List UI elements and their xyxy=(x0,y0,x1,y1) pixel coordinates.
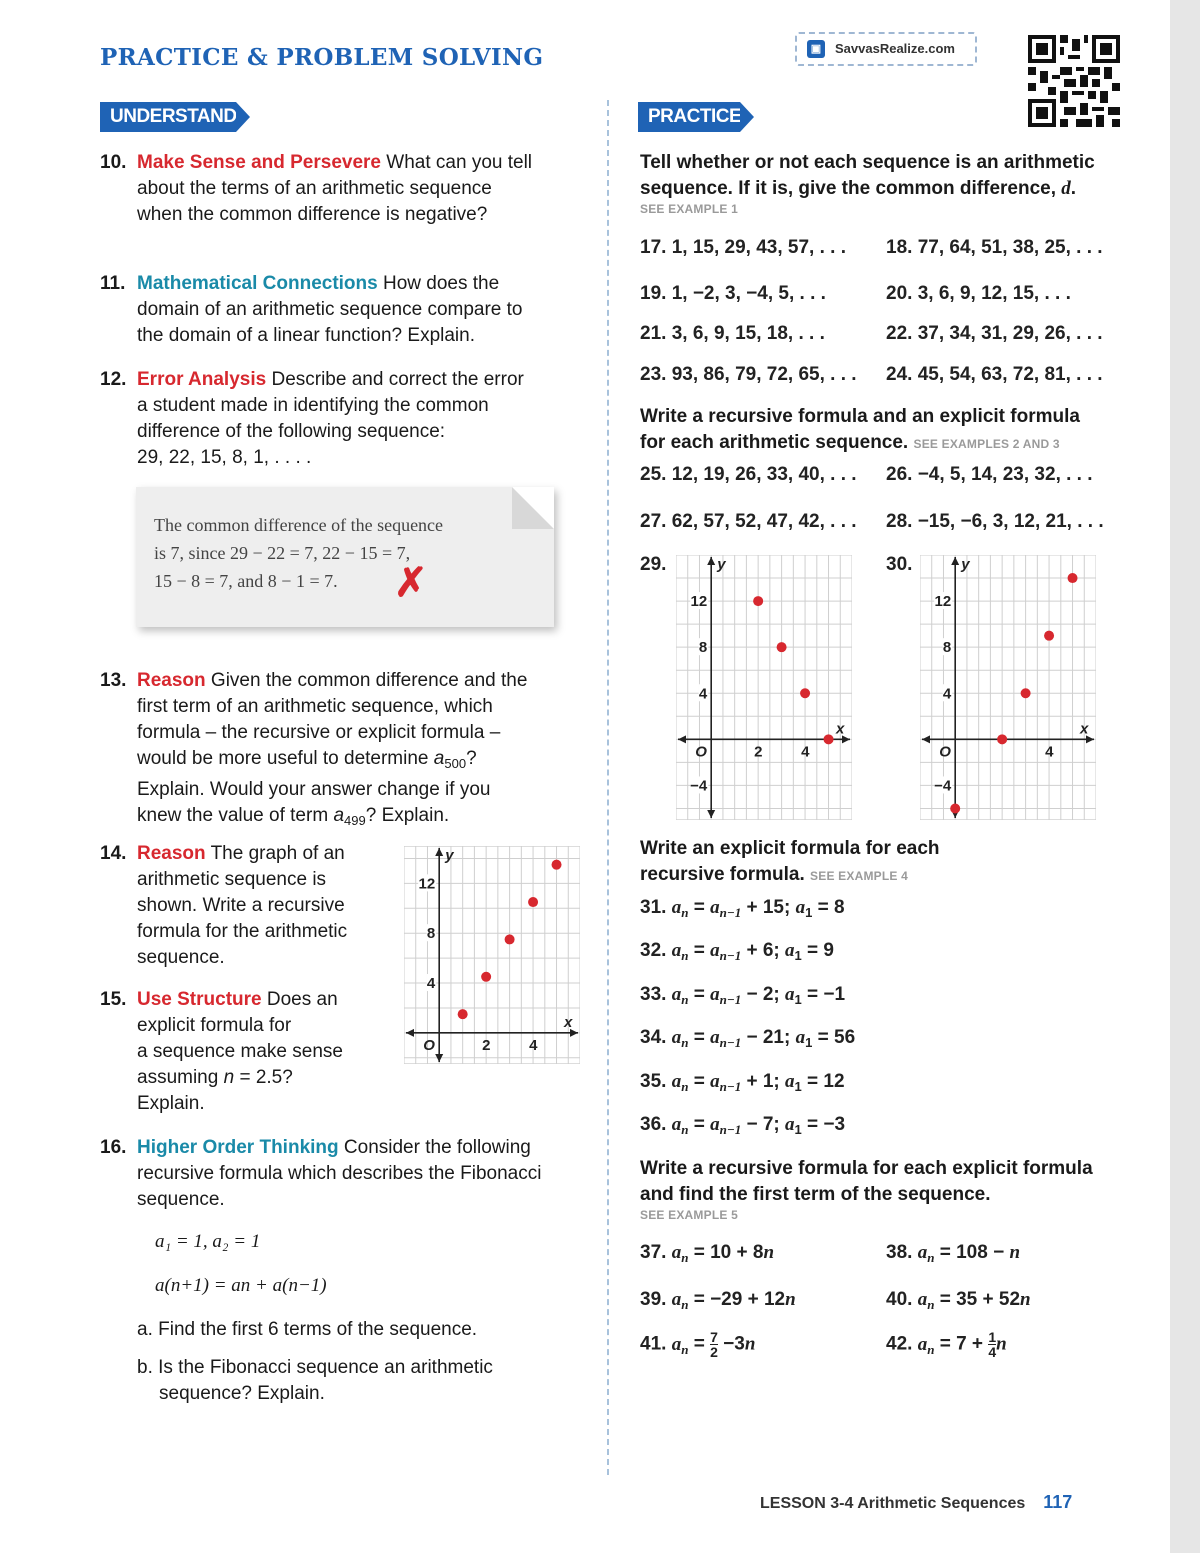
item-number: 24. xyxy=(886,364,913,385)
item-number: 39. xyxy=(640,1289,667,1310)
question-text: knew the value of term xyxy=(137,805,334,826)
y-tick-label: 8 xyxy=(942,639,952,657)
question-text: when the common difference is negative? xyxy=(137,204,488,225)
formula-lhs: $a_n$ xyxy=(671,1242,689,1265)
instruction-text: sequence. If it is, give the common difference, xyxy=(640,178,1062,199)
variable: n xyxy=(996,1333,1007,1355)
instruction-text: and find the first term of the sequence. xyxy=(640,1184,991,1205)
data-point xyxy=(481,972,491,982)
formula-recursive: a(n+1) = an + a(n−1) xyxy=(155,1275,327,1296)
item-text: 1, 15, 29, 43, 57, . . . xyxy=(671,237,846,258)
question-text: Explain. Would your answer change if you xyxy=(137,779,491,800)
note-line: 15 − 8 = 7, and 8 − 1 = 7. xyxy=(154,571,338,591)
initial-term: $a_1$ xyxy=(795,897,813,920)
initial-term: $a_1$ xyxy=(785,940,802,963)
question-29-number: 29. xyxy=(640,554,667,575)
question-text: a student made in identifying the common xyxy=(137,395,489,416)
equation-text: −3 xyxy=(717,1333,745,1355)
question-text: first term of an arithmetic sequence, which xyxy=(137,696,493,717)
list-item xyxy=(640,281,826,307)
instruction-text: Tell whether or not each sequence is an arithmetic xyxy=(640,152,1095,173)
question-tag: Error Analysis xyxy=(137,369,267,390)
question-text: a sequence make sense xyxy=(137,1041,343,1062)
y-axis-label: y xyxy=(961,556,970,573)
item-number: 25. xyxy=(640,464,667,485)
question-text: the domain of a linear function? Explain. xyxy=(137,325,475,346)
data-point xyxy=(800,688,810,698)
graph-question-14 xyxy=(404,846,580,1064)
equation-text: = xyxy=(688,1333,711,1355)
variable: n xyxy=(785,1289,796,1310)
question-42: 42. $a_n = 7$ + $\frac{1}{4}$ n xyxy=(886,1329,1007,1360)
question-tag: Reason xyxy=(137,843,206,864)
list-item xyxy=(640,362,857,388)
formula-rhs: = −29 + 12 xyxy=(688,1289,786,1310)
part-a: a. Find the first 6 terms of the sequence. xyxy=(137,1319,478,1340)
question-text: Consider the following xyxy=(343,1137,531,1158)
formula-rest: − 21; xyxy=(741,1027,796,1048)
graph-question-29 xyxy=(676,555,852,820)
numerator: 7 xyxy=(710,1329,718,1345)
y-tick-label: −4 xyxy=(934,777,952,795)
data-point xyxy=(777,642,787,652)
question-text: Does an xyxy=(266,989,338,1010)
item-text: −4, 5, 14, 23, 32, . . . xyxy=(917,464,1093,485)
part-b-continued: sequence? Explain. xyxy=(159,1383,325,1404)
formula-lhs: $a_n$ xyxy=(671,1289,689,1312)
question-number: 11. xyxy=(100,273,126,294)
formula-lhs: $a_n$ xyxy=(917,1242,935,1265)
question-text: shown. Write a recursive xyxy=(137,895,345,916)
y-tick-label: 4 xyxy=(698,685,708,703)
question-13 xyxy=(100,668,580,828)
y-tick-label: −4 xyxy=(690,777,708,795)
subscript: 499 xyxy=(344,813,366,828)
data-point xyxy=(528,897,538,907)
question-number: 10. xyxy=(100,152,127,173)
item-number: 28. xyxy=(886,511,913,532)
instructions-3 xyxy=(640,836,1130,889)
see-example-link[interactable]: SEE EXAMPLES 2 AND 3 xyxy=(913,437,1060,451)
variable: d xyxy=(1061,178,1071,199)
formula-lhs: $a_n = a_{n-1}$ xyxy=(671,984,742,1007)
section-practice-tag: PRACTICE xyxy=(638,102,740,132)
question-text: Given the common difference and the xyxy=(210,670,528,691)
question-text: sequence. xyxy=(137,947,225,968)
question-text: explicit formula for xyxy=(137,1015,292,1036)
question-10 xyxy=(100,150,580,230)
item-number: 20. xyxy=(886,283,913,304)
page-footer: LESSON 3-4 Arithmetic Sequences 117 xyxy=(760,1492,1073,1512)
question-tag: Use Structure xyxy=(137,989,262,1010)
item-number: 31. xyxy=(640,897,667,918)
instruction-text: for each arithmetic sequence. xyxy=(640,432,909,453)
qr-code-icon[interactable] xyxy=(1028,35,1120,127)
question-41: 41. $a_n$ = $\frac{7}{2}$ −3n xyxy=(640,1329,756,1360)
question-text: 29, 22, 15, 8, 1, . . . . xyxy=(137,447,312,468)
list-item xyxy=(640,462,857,488)
see-example-link[interactable]: SEE EXAMPLE 4 xyxy=(810,869,908,883)
initial-value: = 9 xyxy=(801,940,834,961)
x-axis-label: x xyxy=(1080,720,1089,738)
formula-lhs: $a_n = a_{n-1}$ xyxy=(671,1027,742,1050)
x-tick-label: 4 xyxy=(529,1036,538,1054)
y-tick-label: 4 xyxy=(426,975,436,993)
item-number: 36. xyxy=(640,1114,667,1135)
formula-lhs: $a_n = a_{n-1}$ xyxy=(671,1071,742,1094)
note-line: is 7, since 29 − 22 = 7, 22 − 15 = 7, xyxy=(154,543,411,563)
list-item xyxy=(640,938,834,969)
instructions-2 xyxy=(640,404,1130,457)
see-example-link[interactable]: SEE EXAMPLE 1 xyxy=(640,202,738,216)
list-item xyxy=(640,509,857,535)
origin-label: O xyxy=(423,1036,435,1054)
x-axis-label: x xyxy=(564,1013,573,1031)
item-number: 21. xyxy=(640,323,667,344)
initial-value: = −1 xyxy=(801,984,846,1005)
list-item xyxy=(640,1025,855,1056)
question-text: domain of an arithmetic sequence compare to xyxy=(137,299,523,320)
y-tick-label: 12 xyxy=(690,593,708,611)
x-mark-icon: ✗ xyxy=(394,561,428,605)
item-number: 18. xyxy=(886,237,913,258)
question-text: formula for the arithmetic xyxy=(137,921,348,942)
instruction-text: . xyxy=(1070,178,1077,199)
item-text: 45, 54, 63, 72, 81, . . . xyxy=(917,364,1103,385)
formula-rest: − 7; xyxy=(741,1114,786,1135)
question-text: about the terms of an arithmetic sequence xyxy=(137,178,492,199)
instruction-text: recursive formula. xyxy=(640,864,805,885)
question-text: How does the xyxy=(383,273,500,294)
data-point xyxy=(950,803,960,813)
initial-value: = 12 xyxy=(801,1071,845,1092)
note-line: The common difference of the sequence xyxy=(154,515,444,535)
list-item xyxy=(886,281,1071,307)
fraction xyxy=(988,1330,996,1359)
formula-rhs: = 108 − xyxy=(934,1242,1010,1263)
data-point xyxy=(824,734,834,744)
y-tick-label: 8 xyxy=(426,925,436,943)
instructions-1 xyxy=(640,150,1130,216)
instructions-4 xyxy=(640,1156,1130,1222)
data-point xyxy=(1044,631,1054,641)
list-item xyxy=(640,982,845,1013)
formula-rest: + 1; xyxy=(741,1071,786,1092)
formula-rhs: = 35 + 52 xyxy=(934,1289,1021,1310)
question-text: arithmetic sequence is xyxy=(137,869,327,890)
question-number: 15. xyxy=(100,989,127,1010)
question-text: Describe and correct the error xyxy=(271,369,524,390)
item-text: 93, 86, 79, 72, 65, . . . xyxy=(671,364,857,385)
denominator: 4 xyxy=(988,1344,997,1360)
data-point xyxy=(458,1009,468,1019)
y-tick-label: 12 xyxy=(418,875,436,893)
list-item xyxy=(886,1240,1020,1271)
initial-term: $a_1$ xyxy=(785,984,802,1007)
data-point xyxy=(505,934,515,944)
equation-text: = 7 + xyxy=(934,1333,989,1355)
x-tick-label: 2 xyxy=(754,743,763,761)
list-item xyxy=(640,321,825,347)
page-edge xyxy=(1170,0,1200,1553)
item-number: 17. xyxy=(640,237,667,258)
data-point xyxy=(1068,573,1078,583)
see-example-link[interactable]: SEE EXAMPLE 5 xyxy=(640,1208,738,1222)
list-item xyxy=(886,1287,1031,1318)
origin-label: O xyxy=(939,743,951,761)
item-number: 19. xyxy=(640,283,667,304)
graph-question-30 xyxy=(920,555,1096,820)
question-text: assuming xyxy=(137,1067,224,1088)
formula-rhs: = 10 + 8 xyxy=(688,1242,764,1263)
instruction-text: Write a recursive formula for each explicit formula xyxy=(640,1158,1093,1179)
question-number: 14. xyxy=(100,843,127,864)
list-item xyxy=(640,895,845,926)
question-16 xyxy=(100,1135,590,1405)
y-tick-label: 12 xyxy=(934,593,952,611)
question-15 xyxy=(100,987,400,1122)
list-item xyxy=(886,462,1093,488)
question-number: 41. xyxy=(640,1333,667,1355)
question-text: The graph of an xyxy=(210,843,345,864)
question-tag: Reason xyxy=(137,670,206,691)
question-text: ? Explain. xyxy=(365,805,450,826)
item-number: 35. xyxy=(640,1071,667,1092)
item-text: 3, 6, 9, 12, 15, . . . xyxy=(917,283,1071,304)
item-text: 37, 34, 31, 29, 26, . . . xyxy=(917,323,1103,344)
item-number: 32. xyxy=(640,940,667,961)
savvas-label: SavvasRealize.com xyxy=(835,41,955,56)
list-item xyxy=(886,509,1104,535)
item-number: 22. xyxy=(886,323,913,344)
item-number: 38. xyxy=(886,1242,913,1263)
list-item xyxy=(886,362,1103,388)
formula-rest: + 15; xyxy=(741,897,796,918)
item-number: 37. xyxy=(640,1242,667,1263)
question-text: would be more useful to determine xyxy=(137,748,434,769)
question-text: Explain. xyxy=(137,1093,205,1114)
item-text: 1, −2, 3, −4, 5, . . . xyxy=(671,283,826,304)
question-tag: Higher Order Thinking xyxy=(137,1137,339,1158)
subscript: 500 xyxy=(444,756,467,771)
formula-lhs: $a_n = a_{n-1}$ xyxy=(671,940,742,963)
page-curl xyxy=(512,487,554,529)
question-text: difference of the following sequence: xyxy=(137,421,446,442)
formula-rest: − 2; xyxy=(741,984,786,1005)
list-item xyxy=(640,1240,774,1271)
fraction xyxy=(710,1330,718,1359)
list-item xyxy=(886,321,1103,347)
question-text: = 2.5? xyxy=(234,1067,293,1088)
item-text: 12, 19, 26, 33, 40, . . . xyxy=(671,464,857,485)
item-number: 26. xyxy=(886,464,913,485)
x-tick-label: 2 xyxy=(482,1036,491,1054)
student-work-note xyxy=(136,487,554,627)
list-item xyxy=(886,235,1103,261)
initial-value: = −3 xyxy=(801,1114,846,1135)
y-tick-label: 4 xyxy=(942,685,952,703)
question-30-number: 30. xyxy=(886,554,913,575)
variable: a xyxy=(333,805,345,826)
column-divider xyxy=(607,100,609,1475)
question-tag: Make Sense and Persevere xyxy=(137,152,381,173)
question-tag: Mathematical Connections xyxy=(137,273,378,294)
savvas-realize-link[interactable] xyxy=(795,32,977,66)
formula-initial: a₁ = 1, a₂ = 1 xyxy=(155,1231,261,1252)
question-14 xyxy=(100,841,400,976)
denominator: 2 xyxy=(710,1344,718,1360)
initial-term: $a_1$ xyxy=(785,1114,802,1137)
question-number: 16. xyxy=(100,1137,127,1158)
question-text: ? xyxy=(466,748,477,769)
instruction-text: Write a recursive formula and an explicit formula xyxy=(640,406,1080,427)
variable: n xyxy=(744,1333,756,1355)
y-axis-label: y xyxy=(445,847,454,864)
y-axis-label: y xyxy=(717,556,726,573)
question-number: 12. xyxy=(100,369,127,390)
formula-rest: + 6; xyxy=(741,940,786,961)
question-11 xyxy=(100,271,580,351)
data-point xyxy=(552,860,562,870)
question-text: formula – the recursive or explicit formula – xyxy=(137,722,501,743)
question-text: sequence. xyxy=(137,1189,225,1210)
question-12 xyxy=(100,367,580,477)
question-text: recursive formula which describes the Fibonacci xyxy=(137,1163,542,1184)
initial-value: = 56 xyxy=(812,1027,856,1048)
initial-term: $a_1$ xyxy=(795,1027,813,1050)
item-text: 77, 64, 51, 38, 25, . . . xyxy=(917,237,1103,258)
variable: n xyxy=(763,1242,775,1263)
section-understand-tag: UNDERSTAND xyxy=(100,102,236,132)
x-axis-label: x xyxy=(836,720,845,738)
data-point xyxy=(753,596,763,606)
list-item xyxy=(640,1069,845,1100)
variable: n xyxy=(223,1067,235,1088)
item-number: 34. xyxy=(640,1027,667,1048)
item-number: 40. xyxy=(886,1289,913,1310)
question-number: 42. xyxy=(886,1333,913,1355)
part-b: b. Is the Fibonacci sequence an arithmetic xyxy=(137,1357,493,1378)
formula-lhs: $a_n = a_{n-1}$ xyxy=(671,897,742,920)
variable: a xyxy=(433,748,445,769)
data-point xyxy=(1021,688,1031,698)
data-point xyxy=(997,734,1007,744)
item-number: 33. xyxy=(640,984,667,1005)
page-title: PRACTICE & PROBLEM SOLVING xyxy=(100,44,544,71)
x-tick-label: 4 xyxy=(1045,743,1054,761)
item-number: 27. xyxy=(640,511,667,532)
question-text: What can you tell xyxy=(386,152,533,173)
question-number: 13. xyxy=(100,670,127,691)
initial-value: = 8 xyxy=(812,897,845,918)
origin-label: O xyxy=(695,743,707,761)
x-tick-label: 4 xyxy=(801,743,810,761)
instruction-text: Write an explicit formula for each xyxy=(640,838,940,859)
item-number: 23. xyxy=(640,364,667,385)
item-text: 3, 6, 9, 15, 18, . . . xyxy=(671,323,825,344)
list-item xyxy=(640,1287,796,1318)
item-text: −15, −6, 3, 12, 21, . . . xyxy=(917,511,1104,532)
y-tick-label: 8 xyxy=(698,639,708,657)
list-item xyxy=(640,1112,845,1143)
numerator: 1 xyxy=(988,1329,997,1345)
formula-lhs: $a_n$ xyxy=(917,1289,935,1312)
item-text: 62, 57, 52, 47, 42, . . . xyxy=(671,511,857,532)
initial-term: $a_1$ xyxy=(785,1071,802,1094)
formula-lhs: $a_n = a_{n-1}$ xyxy=(671,1114,742,1137)
variable: n xyxy=(1020,1289,1031,1310)
savvas-icon: ▣ xyxy=(807,40,825,58)
list-item xyxy=(640,235,846,261)
variable: n xyxy=(1009,1242,1021,1263)
